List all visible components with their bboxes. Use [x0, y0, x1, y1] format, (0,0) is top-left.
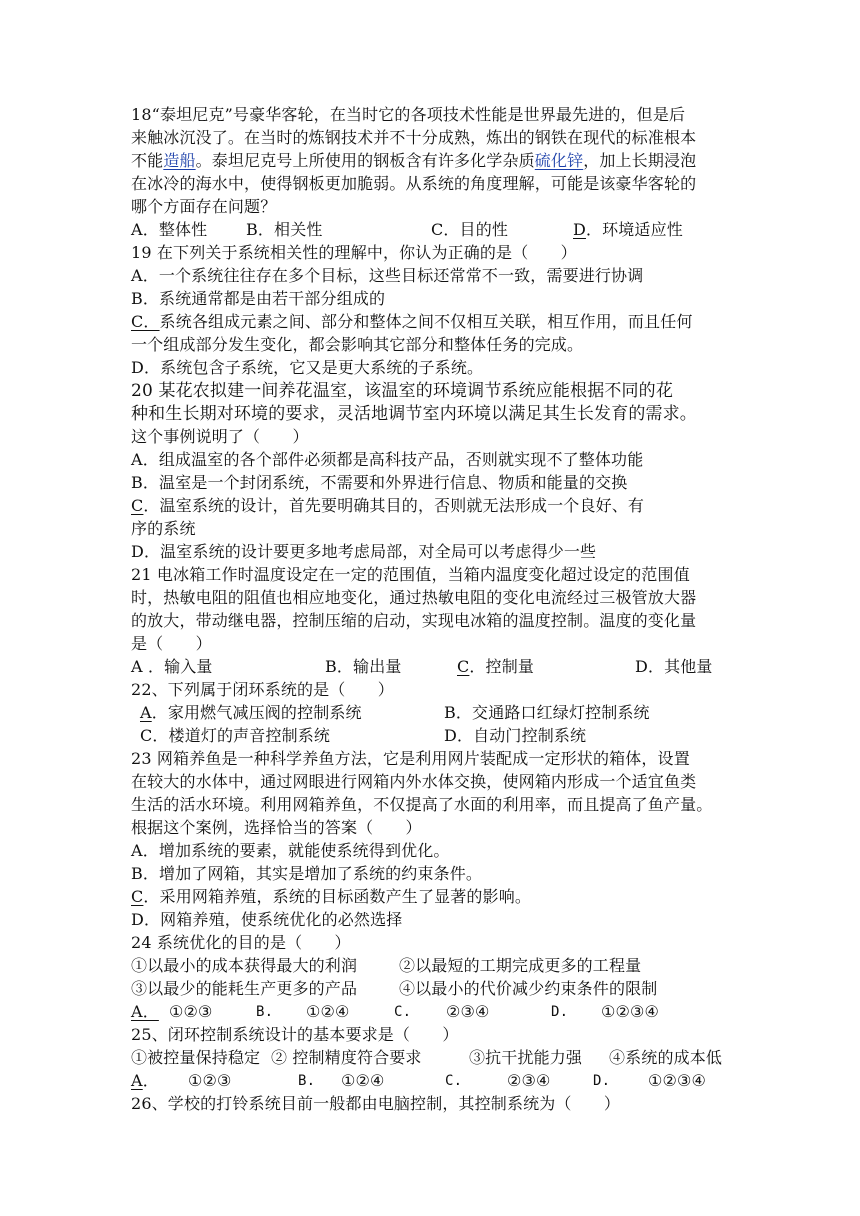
q21-option-c-text: ．控制量: [469, 657, 535, 676]
q20-line-3: 这个事例说明了（ ）: [131, 427, 309, 446]
q24-option-c: ②③④: [446, 1002, 490, 1021]
q24-option-b-letter: B.: [256, 1004, 274, 1020]
q22-option-d: D．自动门控制系统: [444, 726, 587, 745]
q19-option-a: A．一个系统往往存在多个目标，这些目标还常常不一致，需要进行协调: [131, 266, 644, 285]
q24-items-row-2: [131, 978, 658, 1000]
q19-option-b: B．系统通常都是由若干部分组成的: [131, 289, 386, 308]
q18-line-3: [131, 150, 696, 172]
q22-option-c: C．楼道灯的声音控制系统: [140, 726, 331, 745]
q25-item-1: ①被控量保持稳定: [131, 1048, 261, 1067]
q26-stem: 26、学校的打铃系统目前一般都由电脑控制，其控制系统为（ ）: [131, 1094, 621, 1113]
q21-option-c: [457, 656, 534, 678]
q24-option-d: ①②③④: [601, 1002, 659, 1021]
q21-option-a: A ．输入量: [131, 657, 213, 676]
q24-item-4: ④以最小的代价减少约束条件的限制: [399, 979, 658, 998]
q21-line-2: 时，热敏电阻的阻值也相应地变化，通过热敏电阻的变化电流经过三极管放大器: [131, 588, 697, 607]
q18-option-a: A．整体性: [131, 220, 208, 239]
q20-option-b: B．温室是一个封闭系统，不需要和外界进行信息、物质和能量的交换: [131, 473, 628, 492]
q19-option-d: D．系统包含子系统，它又是更大系统的子系统。: [131, 358, 484, 377]
q25-option-d: ①②③④: [648, 1071, 706, 1090]
q22-stem: 22、下列属于闭环系统的是（ ）: [131, 680, 394, 699]
q20-option-c-letter: C: [131, 496, 144, 515]
q24-items-row-1: [131, 955, 642, 977]
q22-options-row-1: [131, 702, 650, 724]
q21-line-3: 的放大，带动继电器，控制压缩的启动，实现电冰箱的温度控制。温度的变化量: [131, 611, 697, 630]
q20-option-a: A．组成温室的各个部件必须都是高科技产品，否则就实现不了整体功能: [131, 450, 644, 469]
q22-option-b: B．交通路口红绿灯控制系统: [444, 703, 650, 722]
q21-option-d: D．其他量: [635, 657, 713, 676]
q23-option-c-letter: C: [131, 887, 144, 906]
q24-stem: 24 系统优化的目的是（ ）: [131, 933, 351, 952]
q21-line-4: 是（ ）: [131, 634, 212, 653]
q22-option-a: [131, 703, 362, 722]
q21-option-b: B．输出量: [325, 657, 402, 676]
q18-option-b: B．相关性: [246, 220, 323, 239]
q24-option-b: ①②④: [306, 1002, 350, 1021]
q18-option-d-letter: D: [573, 220, 586, 239]
q24-options: [131, 1001, 659, 1023]
q25-option-b: ①②④: [341, 1071, 385, 1090]
q18-options: [131, 219, 683, 241]
q18-option-d-text: ．环境适应性: [585, 220, 683, 239]
q18-line-4: 在冰冷的海水中，使得钢板更加脆弱。从系统的角度理解，可能是该豪华客轮的: [131, 174, 697, 193]
q20-option-d: D．温室系统的设计要更多地考虑局部，对全局可以考虑得少一些: [131, 542, 597, 561]
q23-line-3: 生活的活水环境。利用网箱养鱼，不仅提高了水面的利用率，而且提高了鱼产量。: [131, 795, 713, 814]
q24-option-a: ①②③: [169, 1002, 213, 1021]
q23-line-2: 在较大的水体中，通过网眼进行网箱内外水体交换，使网箱内形成一个适宜鱼类: [131, 772, 697, 791]
q24-option-c-letter: C.: [394, 1004, 412, 1020]
q23-line-4: 根据这个案例，选择恰当的答案（ ）: [131, 818, 422, 837]
q24-option-d-letter: D.: [551, 1004, 569, 1020]
q20-option-c-line-1: [131, 495, 644, 517]
q25-option-c: ②③④: [507, 1071, 551, 1090]
q18-line-5: 哪个方面存在问题？: [131, 197, 277, 216]
q24-item-3: ③以最少的能耗生产更多的产品: [131, 979, 358, 998]
q20-option-c-text: ．温室系统的设计，首先要明确其目的，否则就无法形成一个良好、有: [143, 496, 645, 515]
q18-line-3-text-a: 不能: [131, 151, 164, 170]
q19-stem: 19 在下列关于系统相关性的理解中，你认为正确的是（ ）: [131, 243, 577, 262]
q19-option-c-line-1: [131, 311, 693, 333]
q21-line-1: 21 电冰箱工作时温度设定在一定的范围值，当箱内温度变化超过设定的范围值: [131, 565, 690, 584]
q18-line-3-text-b: 。泰坦尼克号上所使用的钢板含有许多化学杂质: [195, 151, 535, 170]
q25-stem: 25、闭环控制系统设计的基本要求是（ ）: [131, 1025, 459, 1044]
q20-line-1: 20 某花农拟建一间养花温室，该温室的环境调节系统应能根据不同的花: [131, 381, 673, 401]
q25-option-a-dot: ．: [142, 1071, 159, 1090]
q25-items: [131, 1047, 723, 1069]
q18-line-3-text-c: ，加上长期浸泡: [583, 151, 697, 170]
q18-line-1: 18“泰坦尼克”号豪华客轮，在当时它的各项技术性能是世界最先进的，但是后: [131, 105, 686, 124]
q18-line-2: 来触冰沉没了。在当时的炼钢技术并不十分成熟，炼出的钢铁在现代的标准根本: [131, 128, 697, 147]
q22-options-row-2: [131, 725, 587, 747]
q25-option-c-letter: C.: [445, 1073, 463, 1089]
q25-item-2: ② 控制精度符合要求: [271, 1048, 422, 1067]
q19-option-c-letter: C．: [131, 312, 160, 331]
q23-option-d: D．网箱养殖，使系统优化的必然选择: [131, 910, 403, 929]
q23-option-c-text: ．采用网箱养殖，系统的目标函数产生了显著的影响。: [143, 887, 532, 906]
q21-options: [131, 656, 713, 678]
q21-option-c-letter: C: [457, 657, 470, 676]
q22-option-a-letter: A: [140, 703, 152, 722]
q25-option-a-letter: A: [131, 1071, 143, 1090]
q23-option-a: A．增加系统的要素，就能使系统得到优化。: [131, 841, 450, 860]
q24-option-a-letter: A．: [131, 1002, 159, 1021]
q25-option-a: ①②③: [188, 1071, 232, 1090]
q23-option-c: [131, 886, 531, 908]
q20-option-c-line-2: 序的系统: [131, 519, 196, 538]
q25-item-3: ③抗干扰能力强: [469, 1048, 583, 1067]
q24-item-1: ①以最小的成本获得最大的利润: [131, 956, 358, 975]
q19-option-c-line-2: 一个组成部分发生变化，都会影响其它部分和整体任务的完成。: [131, 335, 584, 354]
q24-item-2: ②以最短的工期完成更多的工程量: [399, 956, 642, 975]
q25-options: [131, 1070, 706, 1092]
q25-option-b-letter: B.: [298, 1073, 316, 1089]
q22-option-a-text: ．家用燃气减压阀的控制系统: [151, 703, 362, 722]
q18-option-d: [573, 219, 683, 241]
q25-item-4: ④系统的成本低: [609, 1048, 723, 1067]
link-liuhuaxin[interactable]: 硫化锌: [534, 151, 584, 170]
q25-option-d-letter: D.: [593, 1073, 611, 1089]
q20-line-2: 种和生长期对环境的要求，灵活地调节室内环境以满足其生长发育的需求。: [131, 404, 697, 424]
q23-line-1: 23 网箱养鱼是一种科学养鱼方法，它是利用网片装配成一定形状的箱体，设置: [131, 749, 690, 768]
q19-option-c-text: 系统各组成元素之间、部分和整体之间不仅相互关联，相互作用，而且任何: [159, 312, 693, 331]
q18-option-c: C．目的性: [431, 220, 508, 239]
link-zaochuan[interactable]: 造船: [163, 151, 196, 170]
q23-option-b: B．增加了网箱，其实是增加了系统的约束条件。: [131, 864, 483, 883]
